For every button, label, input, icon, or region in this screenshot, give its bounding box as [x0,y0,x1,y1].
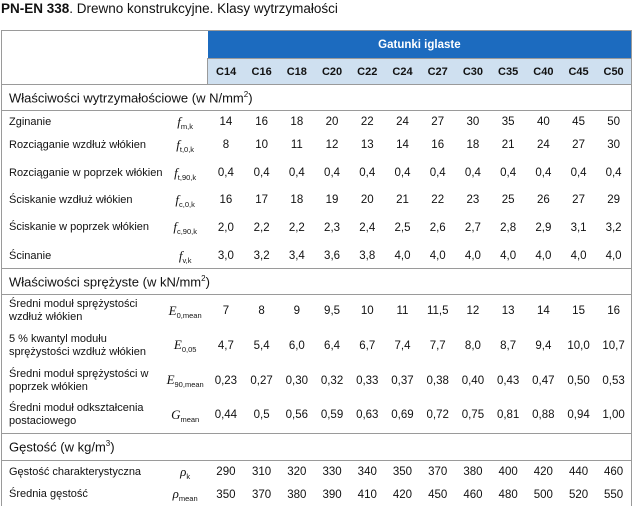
section-title-unit-exponent: 3 [105,439,111,449]
strength-class-header: C45 [561,59,596,85]
strength-class-header: C22 [350,59,385,85]
property-value: 0,75 [461,409,485,422]
property-value: 10 [255,139,268,151]
property-value: 0,53 [596,364,631,398]
property-symbol-subscript: v,k [182,255,192,265]
property-symbol: $f_{m,k}$ [163,111,208,134]
property-value: 330 [314,461,349,484]
property-row [2,398,632,434]
property-value: 25 [501,194,515,206]
header-blank-cell [2,31,208,85]
property-label: Średni moduł sprężystości wzdłuż włókien [2,295,163,328]
property-value: 45 [561,111,596,134]
strength-classes-table [1,30,632,506]
property-value: 5,4 [253,339,270,352]
section-title: Właściwości sprężyste (w $kN/mm^2$) [2,269,632,295]
strength-class-header: C40 [526,59,561,85]
strength-class-header: C20 [314,59,349,85]
property-value: 3,4 [288,250,305,263]
property-value: 0,4 [535,167,552,179]
property-value: 4,0 [500,250,517,263]
property-symbol-subscript: c,0,k [179,199,195,209]
property-symbol-subscript: 0,05 [181,345,197,354]
property-value: 460 [463,488,483,501]
property-value: 480 [498,488,518,501]
property-value: 6,4 [324,339,341,352]
property-value: 4,0 [464,250,481,263]
property-value: 40 [526,111,561,134]
property-value: 0,94 [567,409,590,422]
property-symbol-subscript: t,0,k [179,144,195,154]
property-value: 14 [396,139,409,151]
property-value: 0,4 [429,167,446,179]
property-label: Rozciąganie wzdłuż włókien [2,134,163,157]
property-row [2,364,632,398]
property-row [2,295,632,328]
property-value: 17 [255,194,268,206]
property-symbol: $f_{c,90,k}$ [173,219,197,236]
property-value: 380 [455,461,490,484]
property-value: 290 [208,461,244,484]
property-value: 4,7 [217,339,234,352]
property-value: 2,9 [535,221,552,234]
property-row [2,111,632,134]
property-value: 4,0 [570,250,587,263]
property-value: 24 [385,111,420,134]
property-symbol-subscript: mean [180,414,200,424]
property-symbol-subscript: c,90,k [176,227,197,236]
property-value: 18 [466,139,480,151]
property-value: 400 [491,461,526,484]
property-value: 0,30 [285,374,309,387]
property-value: 0,69 [391,409,414,422]
property-value: 0,50 [567,374,590,387]
property-value: 0,32 [320,374,344,387]
property-value: 21 [396,194,409,206]
property-value: 6,7 [359,339,376,352]
property-value: 21 [501,139,515,151]
property-value: 35 [491,111,526,134]
property-value: 0,33 [356,374,379,387]
property-value: 11,5 [420,295,455,328]
property-value: 3,2 [596,211,631,245]
strength-class-header: C16 [244,59,279,85]
property-value: 8 [244,295,279,328]
property-symbol-subscript: t,90,k [177,172,197,182]
property-symbol-subscript: m,k [180,121,193,131]
property-value: 2,8 [500,221,517,234]
property-value: 2,6 [429,221,446,234]
property-value: 8,7 [500,339,517,352]
property-value: 420 [526,461,561,484]
property-value: 420 [392,488,413,501]
property-value: 27 [572,139,585,151]
property-row [2,190,632,211]
property-value: 0,4 [500,167,517,179]
property-value: 27 [420,111,455,134]
property-value: 16 [596,295,631,328]
property-label: Ściskanie wzdłuż włókien [2,190,163,211]
property-value: 0,38 [426,374,449,387]
property-value: 20 [314,111,349,134]
property-value: 23 [466,194,480,206]
property-value: 20 [360,194,374,206]
property-symbol: $f_{t,90,k}$ [174,164,197,182]
property-value: 11 [385,295,420,328]
property-value: 4,0 [535,250,552,263]
property-value: 12 [325,139,339,151]
property-row [2,157,632,190]
property-value: 30 [455,111,490,134]
property-value: 15 [561,295,596,328]
property-value: 2,5 [394,221,411,234]
property-value: 2,4 [359,221,376,234]
property-value: 440 [561,461,596,484]
property-value: 520 [568,488,589,501]
property-value: 13 [491,295,526,328]
property-label: Gęstość charakterystyczna [2,461,163,484]
property-value: 4,0 [596,245,631,269]
property-value: 9,5 [314,295,349,328]
property-value: 4,0 [394,250,411,263]
property-symbol: $\rho_{mean}$ [172,486,198,503]
property-value: 16 [431,139,445,151]
document-title-standard: PN-EN 338 [1,1,70,16]
property-label: Ścinanie [2,245,163,269]
section-header-row [2,85,632,111]
property-value: 7,4 [394,339,411,352]
property-value: 12 [455,295,490,328]
property-value: 0,81 [496,409,520,422]
property-symbol-subscript: 0,mean [176,310,202,320]
property-value: 3,2 [253,250,270,263]
property-value: 2,3 [324,221,341,234]
property-value: 13 [360,139,374,151]
property-value: 3,0 [217,250,234,263]
property-value: 10 [350,295,385,328]
property-label: Rozciąganie w poprzek włókien [2,157,163,190]
property-value: 2,2 [288,221,305,234]
property-value: 8 [222,139,230,151]
property-value: 3,6 [324,250,341,263]
property-value: 2,2 [253,221,270,234]
property-value: 0,88 [532,409,555,422]
property-symbol: $E_{0,mean}$ [163,295,208,328]
strength-class-header: C18 [279,59,314,85]
property-value: 550 [596,484,631,506]
section-header-row [2,269,632,295]
property-value: 22 [431,194,445,206]
property-value: 50 [596,111,631,134]
property-value: 29 [596,190,631,211]
property-value: 370 [420,461,455,484]
property-value: 10,7 [596,328,631,364]
strength-class-header: C50 [596,59,631,85]
strength-class-header: C30 [455,59,490,85]
property-symbol: $\rho_k$ [163,461,208,484]
property-value: 19 [325,194,339,206]
property-row [2,461,632,484]
property-value: 310 [244,461,279,484]
property-value: 26 [536,194,550,206]
property-value: 2,7 [464,221,481,234]
property-value: 500 [533,488,553,501]
property-value: 460 [596,461,631,484]
property-value: 340 [350,461,385,484]
property-value: 7 [208,295,244,328]
property-value: 0,56 [285,409,309,422]
property-label: Zginanie [2,111,163,134]
property-value: 0,23 [214,374,238,387]
property-symbol: $E_{0,05}$ [173,337,197,354]
property-symbol-subscript: 90,mean [174,380,204,389]
property-value: 0,4 [359,167,376,179]
property-value: 410 [357,488,377,501]
header-group-row [2,31,632,59]
property-value: 9 [279,295,314,328]
property-value: 18 [279,111,314,134]
property-label: Średnia gęstość [2,484,163,506]
property-value: 16 [219,194,233,206]
header-group-label: Gatunki iglaste [208,31,632,59]
strength-class-header: C24 [385,59,420,85]
property-value: 22 [350,111,385,134]
property-value: 0,43 [496,374,520,387]
property-value: 0,4 [596,157,631,190]
strength-class-header: C35 [491,59,526,85]
property-value: 14 [208,111,244,134]
property-symbol: $f_{t,0,k}$ [176,136,195,154]
property-row [2,484,632,506]
section-title: Właściwości wytrzymałościowe (w $N/mm^2$) [2,85,632,111]
strength-class-header: C27 [420,59,455,85]
property-value: 0,63 [356,409,379,422]
property-row [2,328,632,364]
property-value: 0,59 [320,409,344,422]
property-symbol-subscript: mean [178,494,198,503]
property-symbol: $f_{c,0,k}$ [175,191,195,209]
section-title-unit-exponent: 2 [243,89,249,99]
property-value: 450 [428,488,448,501]
property-value: 320 [279,461,314,484]
property-label: Średni moduł sprężystości w poprzek włókien [2,364,163,398]
property-value: 16 [244,111,279,134]
property-value: 0,4 [324,167,341,179]
section-header-row [2,434,632,461]
section-title-unit-exponent: 2 [201,273,206,283]
property-value: 0,5 [253,409,270,422]
property-symbol-subscript: k [186,471,191,481]
property-row [2,134,632,157]
property-value: 14 [526,295,561,328]
property-value: 8,0 [464,339,481,352]
document-title-text: . Drewno konstrukcyjne. Klasy wytrzymałości [69,1,338,16]
property-value: 350 [216,488,236,501]
property-value: 0,4 [464,167,481,179]
property-value: 24 [536,139,550,151]
property-value: 0,44 [214,409,238,422]
property-value: 0,72 [426,409,449,422]
property-value: 30 [596,134,631,157]
property-value: 370 [252,488,272,501]
property-value: 0,4 [253,167,270,179]
property-value: 0,37 [391,374,414,387]
property-symbol: $G_{mean}$ [171,406,200,424]
property-value: 0,4 [217,167,234,179]
property-value: 9,4 [535,339,552,352]
document-title [1,0,338,18]
property-value: 10,0 [567,339,590,352]
property-label: Ściskanie w poprzek włókien [2,211,163,245]
property-value: 380 [287,488,307,501]
property-value: 1,00 [596,398,631,434]
strength-class-header: C14 [208,59,244,85]
property-row [2,211,632,245]
property-symbol: $f_{v,k}$ [178,247,192,265]
property-value: 6,0 [288,339,305,352]
property-value: 0,27 [250,374,273,387]
property-value: 0,4 [394,167,411,179]
property-value: 0,4 [570,167,587,179]
property-value: 0,4 [288,167,305,179]
property-value: 390 [322,488,342,501]
property-value: 7,7 [429,339,446,352]
section-title: Gęstość (w $kg/m^3$) [2,434,632,461]
property-value: 27 [572,194,585,206]
property-value: 0,47 [532,374,555,387]
property-value: 4,0 [429,250,446,263]
property-value: 0,40 [461,374,485,387]
property-label: Średni moduł odkształcenia postaciowego [2,398,163,434]
property-symbol: $E_{90,mean}$ [166,372,204,389]
property-label: 5 % kwantyl modułu sprężystości wzdłuż włókien [2,328,163,364]
property-value: 3,8 [359,250,376,263]
property-value: 2,0 [217,221,234,234]
property-value: 3,1 [570,221,587,234]
property-row [2,245,632,269]
property-value: 18 [290,194,304,206]
property-value: 350 [385,461,420,484]
property-value: 11 [290,139,303,151]
